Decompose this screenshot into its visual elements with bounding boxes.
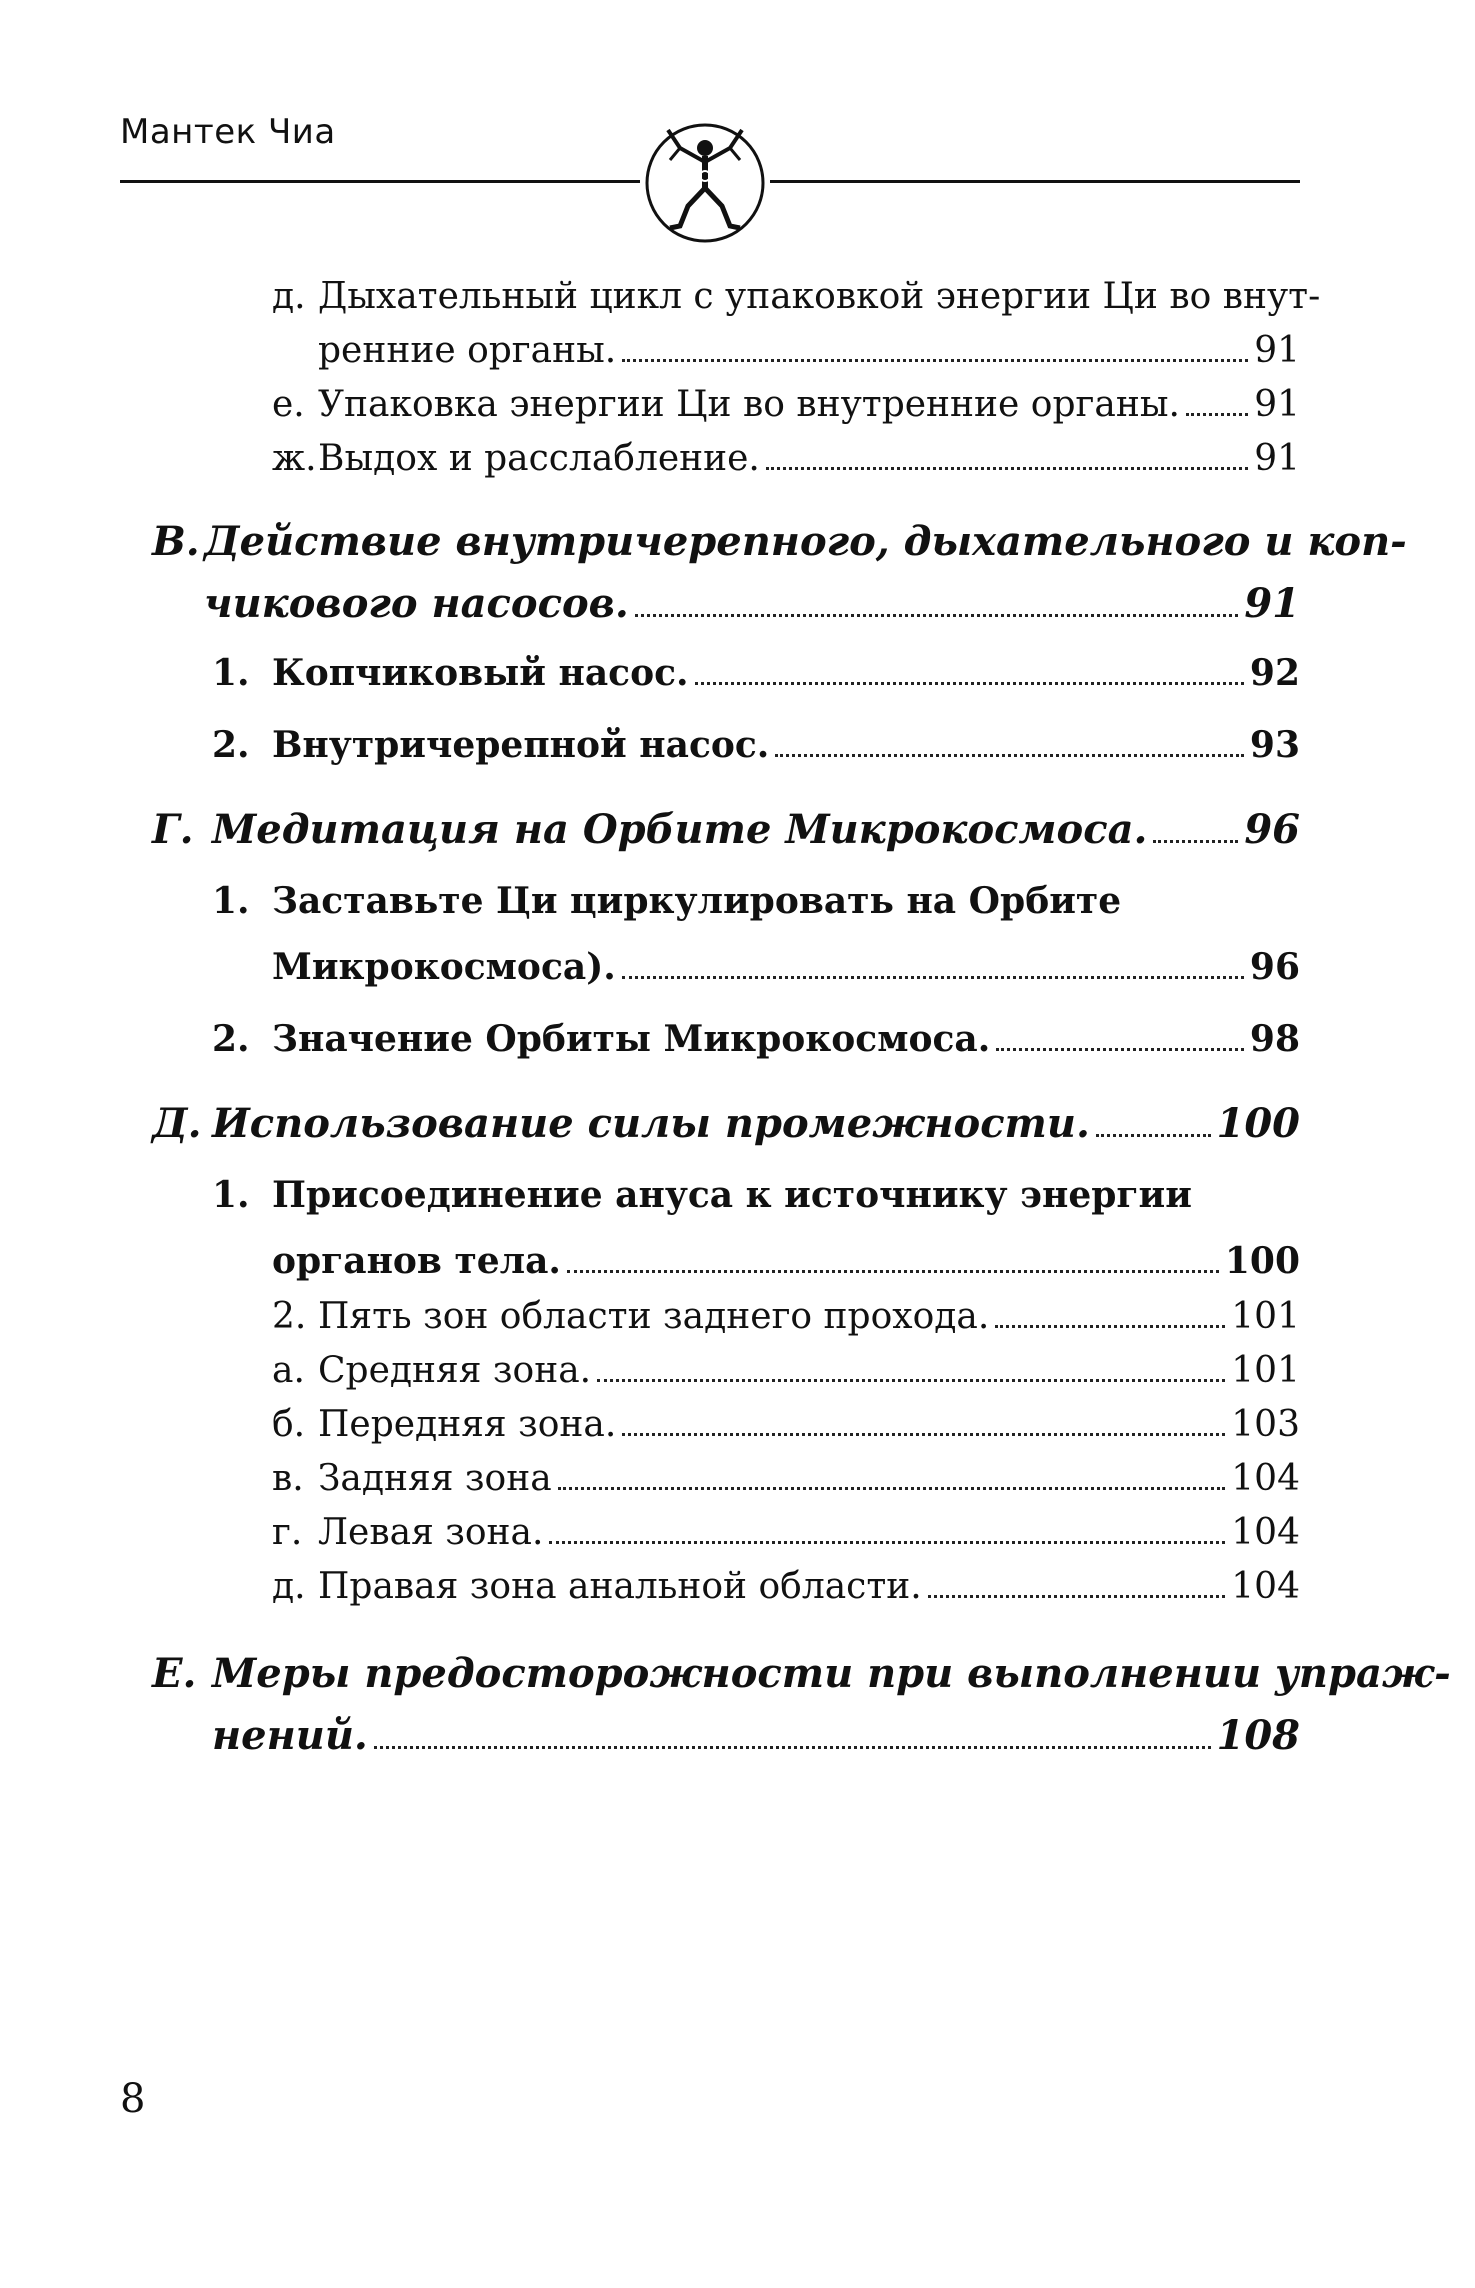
leader-dots xyxy=(622,359,1248,362)
leader-dots xyxy=(1096,1134,1211,1137)
toc-item-g1-text-cont: Микрокосмоса). xyxy=(272,946,616,988)
leader-dots xyxy=(766,467,1248,470)
toc-sub-e-entry[interactable] xyxy=(272,384,1300,426)
toc-sub-dd-text: Правая зона анальной области. xyxy=(318,1566,922,1607)
leader-dots xyxy=(928,1595,1226,1598)
toc-item-v1-text: Копчиковый насос. xyxy=(272,652,689,694)
toc-sub-dv-label: в. xyxy=(272,1458,304,1499)
toc-sub-da-text: Средняя зона. xyxy=(318,1350,592,1391)
toc-sub-d2-entry[interactable] xyxy=(272,1296,1300,1338)
toc-sub-dd-entry[interactable] xyxy=(272,1566,1300,1608)
leader-dots xyxy=(635,614,1239,617)
toc-sub-d-text: Дыхательный цикл с упаковкой энергии Ци во внут- xyxy=(318,276,1321,317)
toc-sub-dg-label: г. xyxy=(272,1512,303,1553)
toc-sub-d2-label: 2. xyxy=(272,1296,307,1337)
toc-item-g1-page: 96 xyxy=(1249,946,1300,988)
toc-sub-d-page: 91 xyxy=(1254,330,1300,371)
toc-item-g2-text: Значение Орбиты Микрокосмоса. xyxy=(272,1018,991,1060)
running-head-author: Мантек Чиа xyxy=(120,112,336,152)
toc-item-g1-entry[interactable] xyxy=(272,946,1300,989)
leader-dots xyxy=(622,976,1244,979)
leader-dots xyxy=(374,1746,1211,1749)
toc-sub-db-page: 103 xyxy=(1231,1404,1300,1445)
toc-section-e-label: Е. xyxy=(152,1650,197,1697)
toc-item-g2[interactable] xyxy=(212,1018,1300,1061)
toc-section-v-text: Действие внутричерепного, дыхательного и коп- xyxy=(204,518,1407,565)
toc-item-d1-entry[interactable] xyxy=(272,1240,1300,1283)
toc-sub-e-label: е. xyxy=(272,384,305,425)
toc-sub-e-text: Упаковка энергии Ци во внутренние органы. xyxy=(318,384,1180,425)
toc-section-e-page: 108 xyxy=(1216,1712,1300,1759)
page-number: 8 xyxy=(120,2076,146,2122)
toc-item-v2-label: 2. xyxy=(212,724,250,766)
toc-item-v2[interactable] xyxy=(212,724,1300,767)
toc-sub-zh-text: Выдох и расслабление. xyxy=(318,438,760,479)
leader-dots xyxy=(1186,413,1248,416)
toc-sub-da-entry[interactable] xyxy=(272,1350,1300,1392)
toc-section-v-label: В. xyxy=(152,518,200,565)
toc-section-e-text: Меры предосторожности при выполнении упраж- xyxy=(212,1650,1451,1697)
leader-dots xyxy=(549,1541,1225,1544)
toc-sub-da-page: 101 xyxy=(1231,1350,1300,1391)
leader-dots xyxy=(558,1487,1226,1490)
toc-sub-db-text: Передняя зона. xyxy=(318,1404,617,1445)
dancing-figure-in-circle-icon xyxy=(640,118,770,248)
toc-sub-zh-label: ж. xyxy=(272,438,317,479)
toc-section-g-text: Медитация на Орбите Микрокосмоса. xyxy=(212,806,1148,853)
toc-section-e-line1 xyxy=(152,1650,1451,1697)
toc-sub-dv-page: 104 xyxy=(1231,1458,1300,1499)
header-rule-right xyxy=(770,180,1300,183)
toc-item-g2-page: 98 xyxy=(1249,1018,1300,1060)
toc-section-v-line1 xyxy=(152,518,1407,565)
toc-item-v2-text: Внутричерепной насос. xyxy=(272,724,770,766)
toc-sub-dg-entry[interactable] xyxy=(272,1512,1300,1554)
toc-section-d-text: Использование силы промежности. xyxy=(212,1100,1090,1147)
toc-item-v2-page: 93 xyxy=(1249,724,1300,766)
toc-sub-dd-page: 104 xyxy=(1231,1566,1300,1607)
toc-section-d-page: 100 xyxy=(1216,1100,1300,1147)
toc-sub-d-label: д. xyxy=(272,276,306,317)
toc-sub-d-entry[interactable] xyxy=(318,330,1300,372)
toc-item-d1-text: Присоединение ануса к источнику энергии xyxy=(272,1174,1192,1216)
toc-item-g1-line1 xyxy=(212,880,1121,922)
leader-dots xyxy=(597,1379,1225,1382)
toc-sub-d-text-cont: ренние органы. xyxy=(318,330,617,371)
toc-section-e-entry[interactable] xyxy=(212,1712,1300,1759)
leader-dots xyxy=(695,682,1244,685)
toc-section-d-entry[interactable] xyxy=(152,1100,1300,1147)
toc-sub-dv-text: Задняя зона xyxy=(318,1458,552,1499)
toc-sub-d2-page: 101 xyxy=(1231,1296,1300,1337)
leader-dots xyxy=(995,1325,1225,1328)
leader-dots xyxy=(996,1048,1244,1051)
toc-sub-dd-label: д. xyxy=(272,1566,306,1607)
toc-item-g1-label: 1. xyxy=(212,880,250,922)
toc-sub-zh-entry[interactable] xyxy=(272,438,1300,480)
toc-sub-db-entry[interactable] xyxy=(272,1404,1300,1446)
toc-item-v1-page: 92 xyxy=(1249,652,1300,694)
toc-item-g1-text: Заставьте Ци циркулировать на Орбите xyxy=(272,880,1122,922)
toc-section-d-label: Д. xyxy=(152,1100,202,1147)
toc-section-v-page: 91 xyxy=(1244,580,1300,627)
toc-section-v-text-cont: чикового насосов. xyxy=(204,580,629,627)
leader-dots xyxy=(567,1270,1219,1273)
toc-sub-d-line1 xyxy=(272,276,1321,317)
toc-item-d1-text-cont: органов тела. xyxy=(272,1240,561,1282)
toc-item-d1-label: 1. xyxy=(212,1174,250,1216)
toc-sub-dv-entry[interactable] xyxy=(272,1458,1300,1500)
toc-item-d1-page: 100 xyxy=(1224,1240,1300,1282)
toc-sub-d2-text: Пять зон области заднего прохода. xyxy=(318,1296,990,1337)
toc-item-v1-label: 1. xyxy=(212,652,250,694)
toc-section-g-entry[interactable] xyxy=(152,806,1300,853)
toc-sub-dg-text: Левая зона. xyxy=(318,1512,544,1553)
toc-item-d1-line1 xyxy=(212,1174,1192,1216)
toc-section-v-entry[interactable] xyxy=(204,580,1300,627)
toc-sub-da-label: а. xyxy=(272,1350,305,1391)
toc-item-g2-label: 2. xyxy=(212,1018,250,1060)
leader-dots xyxy=(1153,840,1238,843)
leader-dots xyxy=(622,1433,1225,1436)
toc-sub-e-page: 91 xyxy=(1254,384,1300,425)
toc-item-v1[interactable] xyxy=(212,652,1300,695)
leader-dots xyxy=(775,754,1244,757)
toc-sub-dg-page: 104 xyxy=(1231,1512,1300,1553)
toc-section-e-text-cont: нений. xyxy=(212,1712,368,1759)
toc-section-g-page: 96 xyxy=(1244,806,1300,853)
toc-section-g-label: Г. xyxy=(152,806,194,853)
header-rule-left xyxy=(120,180,640,183)
toc-sub-zh-page: 91 xyxy=(1254,438,1300,479)
toc-sub-db-label: б. xyxy=(272,1404,306,1445)
